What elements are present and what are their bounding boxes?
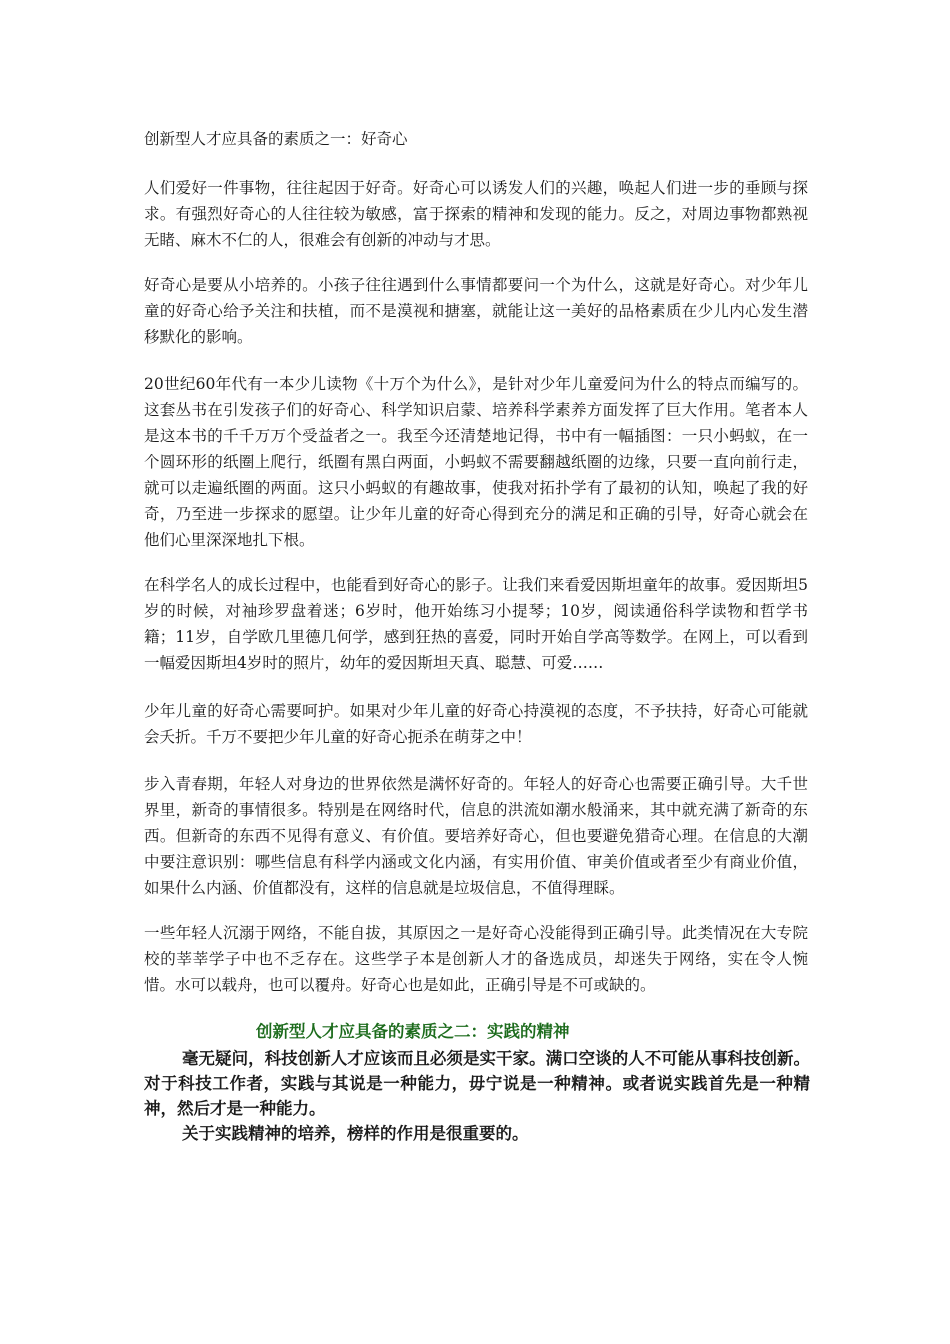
section1-paragraph-7: 一些年轻人沉溺于网络，不能自拔，其原因之一是好奇心没能得到正确引导。此类情况在大专院校的莘莘学子中也不乏存在。这些学子本是创新人才的备选成员，却迷失于网络，实在令人惋惜。水可以载舟，也可以覆舟。好奇心也是如此，正确引导是不可或缺的。 <box>144 924 808 994</box>
section1-paragraph-5: 少年儿童的好奇心需要呵护。如果对少年儿童的好奇心持漠视的态度，不予扶持，好奇心可能就会夭折。千万不要把少年儿童的好奇心扼杀在萌芽之中！ <box>144 702 808 746</box>
section1-paragraph-4: 在科学名人的成长过程中，也能看到好奇心的影子。让我们来看爱因斯坦童年的故事。爱因斯坦5岁的时候，对袖珍罗盘着迷；6岁时，他开始练习小提琴；10岁，阅读通俗科学读物和哲学书籍；11岁，自学欧几里德几何学，感到狂热的喜爱，同时开始自学高等数学。在网上，可以看到一幅爱因斯坦4岁时的照片，幼年的爱因斯坦天真、聪慧、可爱…… <box>144 576 808 672</box>
section1-paragraph-1: 人们爱好一件事物，往往起因于好奇。好奇心可以诱发人们的兴趣，唤起人们进一步的垂顾与探求。有强烈好奇心的人往往较为敏感，富于探索的精神和发现的能力。反之，对周边事物都熟视无睹、麻木不仁的人，很难会有创新的冲动与才思。 <box>144 179 808 249</box>
section2-paragraph-1: 毫无疑问，科技创新人才应该而且必须是实干家。满口空谈的人不可能从事科技创新。对于科技工作者，实践与其说是一种能力，毋宁说是一种精神。或者说实践首先是一种精神，然后才是一种能力。 <box>144 1049 810 1118</box>
section1-paragraph-2: 好奇心是要从小培养的。小孩子往往遇到什么事情都要问一个为什么，这就是好奇心。对少年儿童的好奇心给予关注和扶植，而不是漠视和搪塞，就能让这一美好的品格素质在少儿内心发生潜移默化的影响。 <box>144 276 808 346</box>
section2-title: 创新型人才应具备的素质之二：实践的精神 <box>256 1022 570 1041</box>
section1-paragraph-6: 步入青春期，年轻人对身边的世界依然是满怀好奇的。年轻人的好奇心也需要正确引导。大千世界里，新奇的事情很多。特别是在网络时代，信息的洪流如潮水般涌来，其中就充满了新奇的东西。但新奇的东西不见得有意义、有价值。要培养好奇心，但也要避免猎奇心理。在信息的大潮中要注意识别：哪些信息有科学内涵或文化内涵，有实用价值、审美价值或者至少有商业价值，如果什么内涵、价值都没有，这样的信息就是垃圾信息，不值得理睬。 <box>144 775 808 897</box>
section2-paragraph-2: 关于实践精神的培养，榜样的作用是很重要的。 <box>182 1124 529 1143</box>
section1-paragraph-3: 20世纪60年代有一本少儿读物《十万个为什么》，是针对少年儿童爱问为什么的特点而编写的。这套丛书在引发孩子们的好奇心、科学知识启蒙、培养科学素养方面发挥了巨大作用。笔者本人是这本书的千千万万个受益者之一。我至今还清楚地记得，书中有一幅插图：一只小蚂蚁，在一个圆环形的纸圈上爬行，纸圈有黑白两面，小蚂蚁不需要翻越纸圈的边缘，只要一直向前行走，就可以走遍纸圈的两面。这只小蚂蚁的有趣故事，使我对拓扑学有了最初的认知，唤起了我的好奇，乃至进一步探求的愿望。让少年儿童的好奇心得到充分的满足和正确的引导，好奇心就会在他们心里深深地扎下根。 <box>144 375 808 549</box>
section1-title: 创新型人才应具备的素质之一：好奇心 <box>144 130 408 148</box>
